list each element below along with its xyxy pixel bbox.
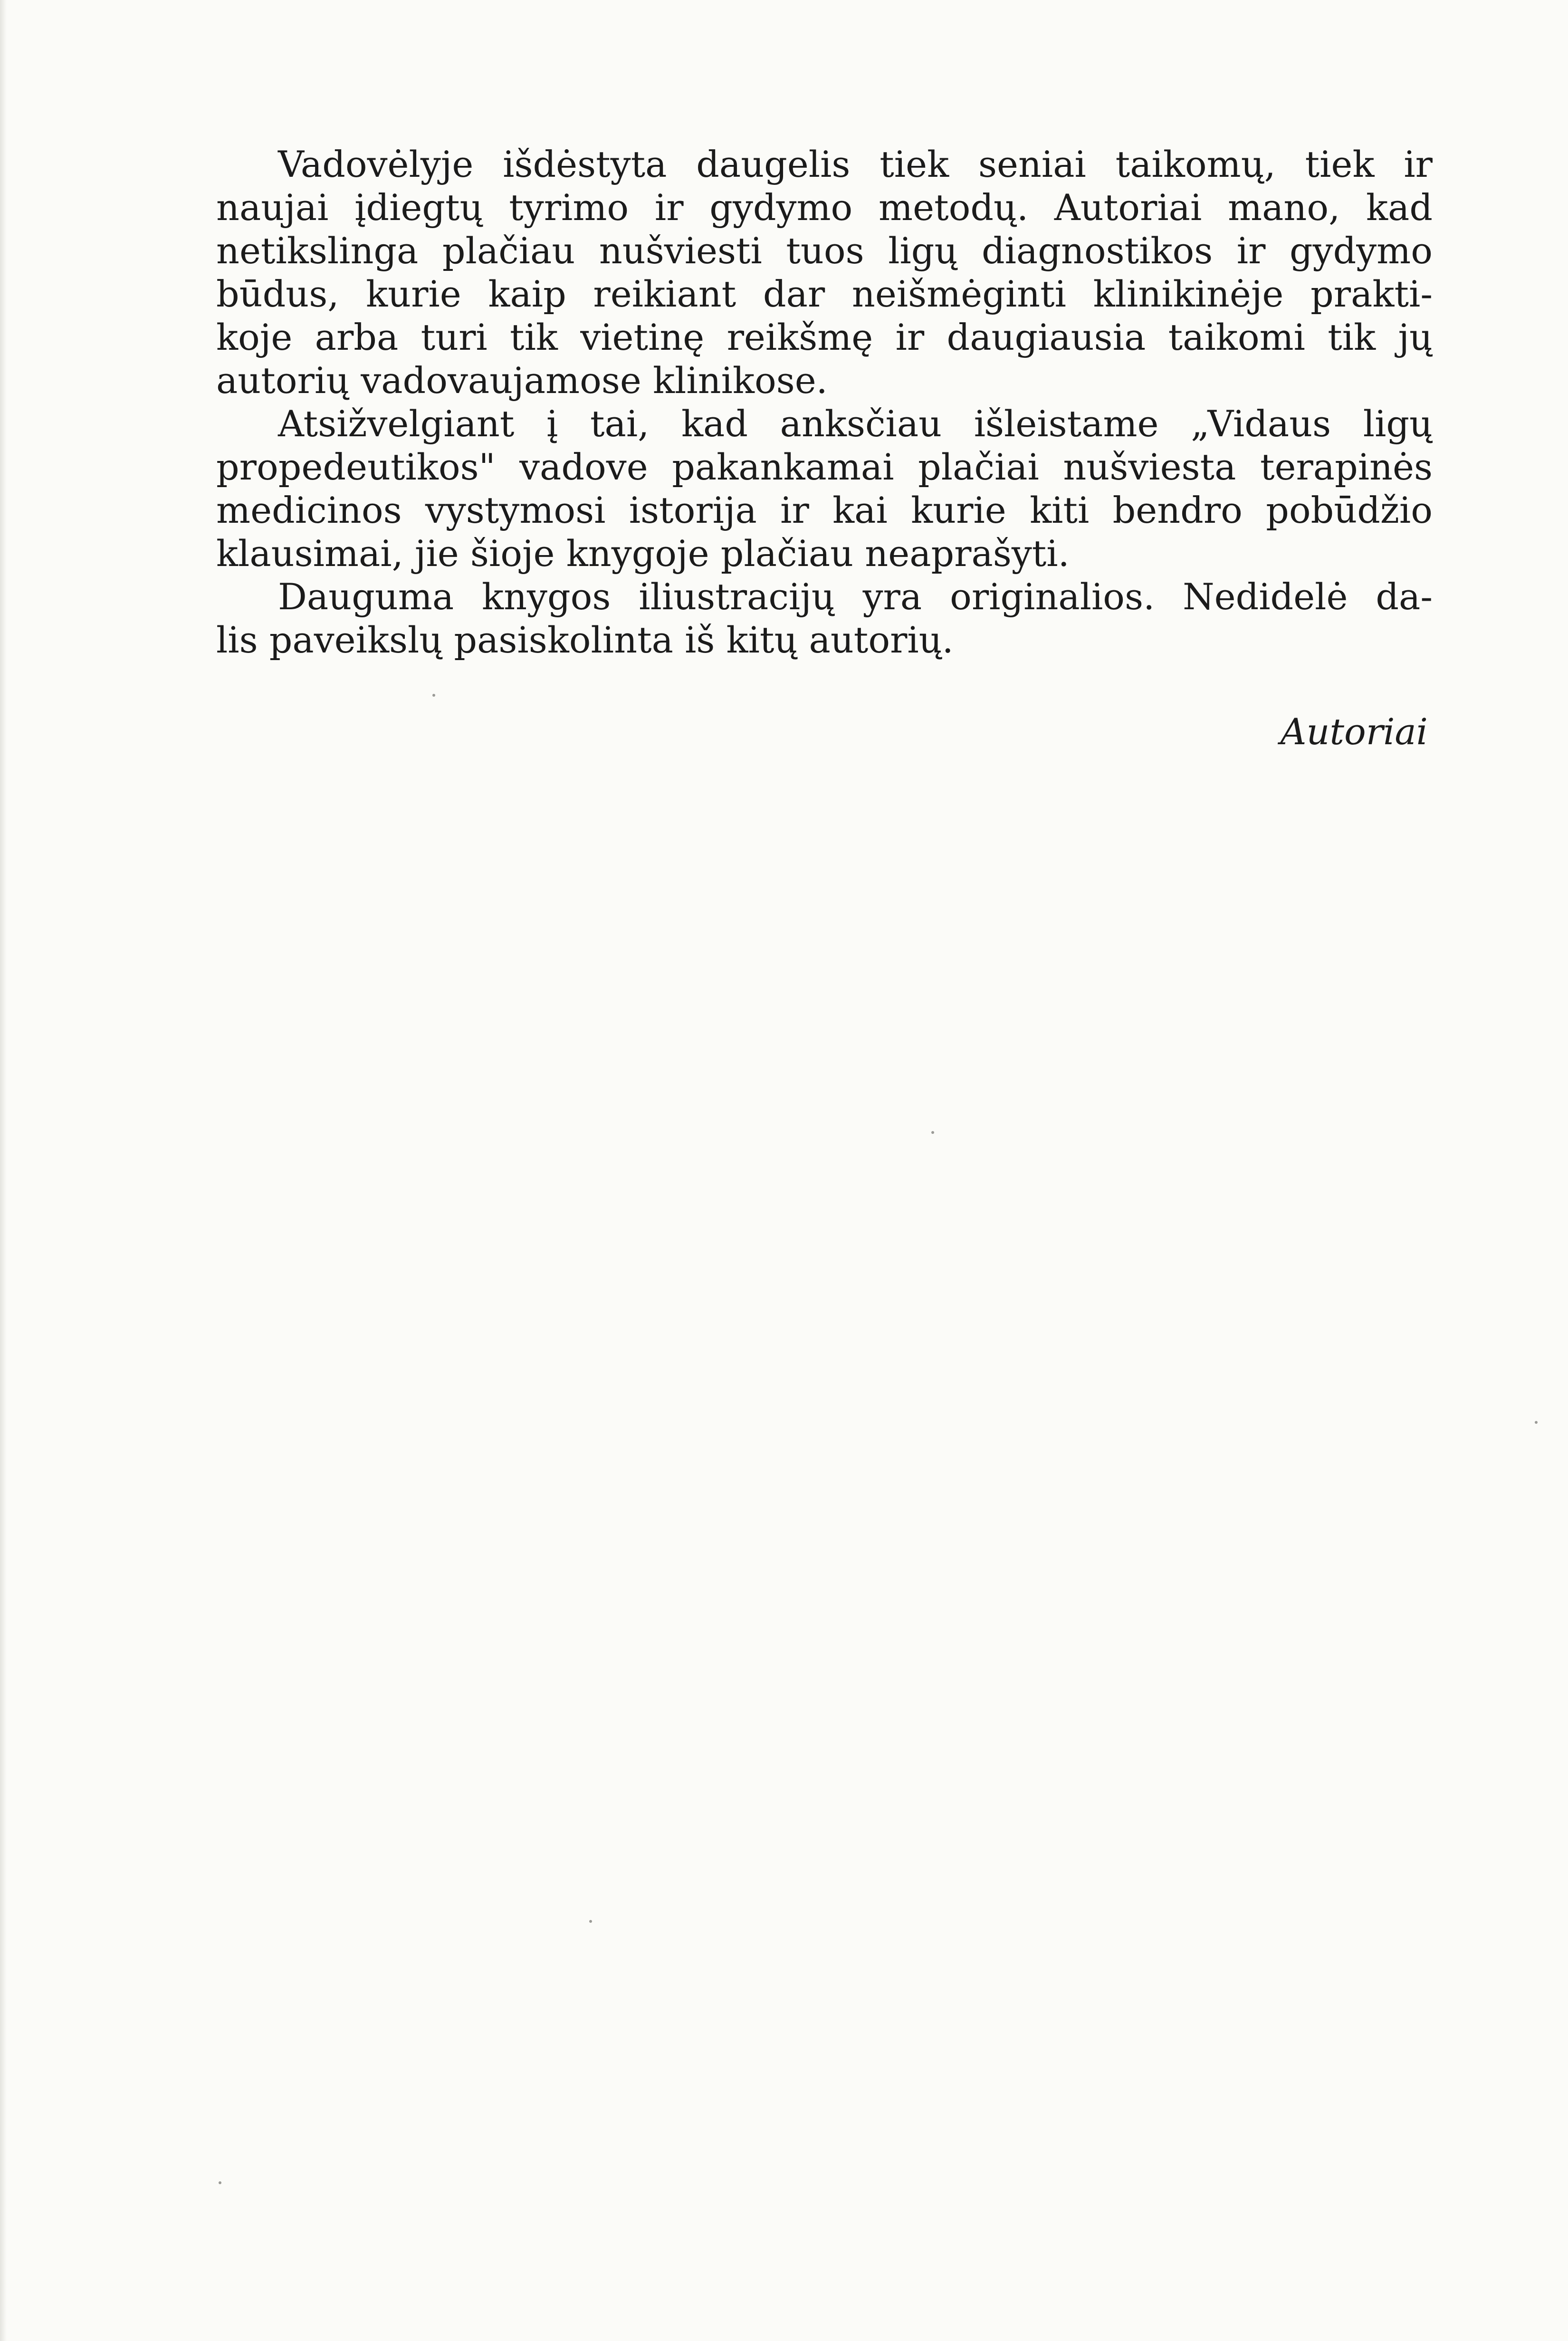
text-line: medicinos vystymosi istorija ir kai kurie kiti bendro pobūdžio xyxy=(216,489,1433,531)
text-line: netikslinga plačiau nušviesti tuos ligų diagnostikos ir gydymo xyxy=(216,230,1433,272)
text-line: koje arba turi tik vietinę reikšmę ir daugiausia taikomi tik jų xyxy=(216,316,1433,358)
text-line: lis paveikslų pasiskolinta iš kitų autorių. xyxy=(216,619,954,661)
scan-speck xyxy=(589,1920,592,1923)
scan-speck xyxy=(432,694,435,697)
signature: Autoriai xyxy=(1280,710,1428,753)
text-line: Vadovėlyje išdėstyta daugelis tiek seniai taikomų, tiek ir xyxy=(278,143,1433,185)
page-edge xyxy=(0,0,7,2341)
text-line: autorių vadovaujamose klinikose. xyxy=(216,359,828,402)
text-line: Atsižvelgiant į tai, kad anksčiau išleistame „Vidaus ligų xyxy=(278,403,1433,445)
text-line: klausimai, jie šioje knygoje plačiau neaprašyti. xyxy=(216,532,1070,575)
text-line: propedeutikos" vadove pakankamai plačiai nušviesta terapinės xyxy=(216,446,1433,488)
scan-speck xyxy=(931,1131,934,1134)
preface-text xyxy=(216,143,1433,662)
scan-speck xyxy=(1535,1421,1538,1424)
text-line: būdus, kurie kaip reikiant dar neišmėginti klinikinėje prakti- xyxy=(216,273,1433,315)
text-line: naujai įdiegtų tyrimo ir gydymo metodų. Autoriai mano, kad xyxy=(216,186,1433,229)
scan-speck xyxy=(219,2181,221,2184)
text-line: Dauguma knygos iliustracijų yra originalios. Nedidelė da- xyxy=(278,576,1433,618)
